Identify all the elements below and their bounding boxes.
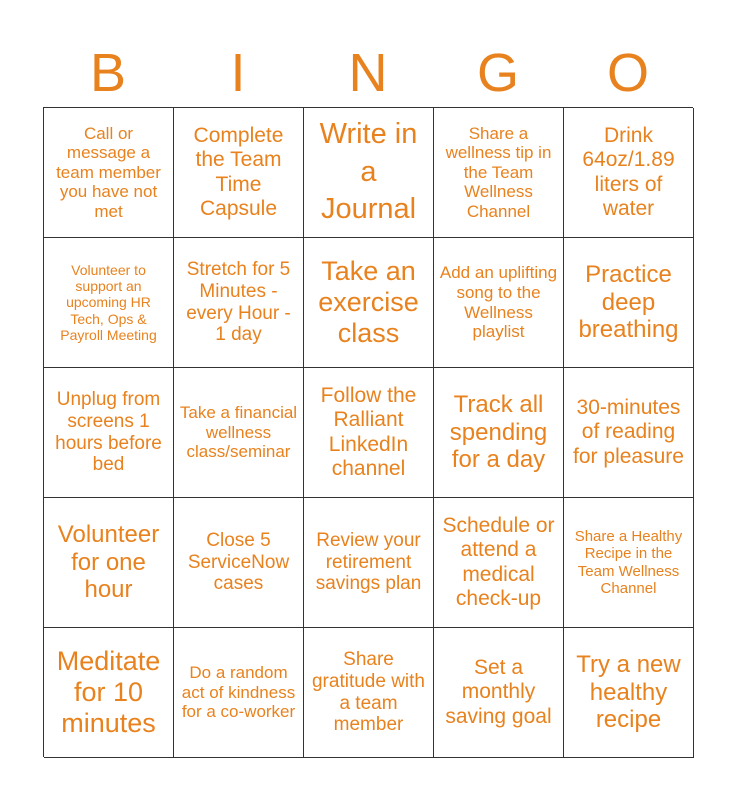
bingo-cell[interactable]: Share a Healthy Recipe in the Team Wellness Channel	[564, 498, 694, 628]
header-letter-o: O	[606, 43, 649, 103]
header-letter-g: G	[476, 43, 519, 103]
bingo-cell[interactable]: Track all spending for a day	[434, 368, 564, 498]
bingo-header	[43, 40, 693, 106]
bingo-cell[interactable]: Follow the Ralliant LinkedIn channel	[304, 368, 434, 498]
bingo-cell[interactable]: Try a new healthy recipe	[564, 628, 694, 758]
bingo-cell[interactable]: Call or message a team member you have not met	[44, 108, 174, 238]
bingo-cell[interactable]: Unplug from screens 1 hours before bed	[44, 368, 174, 498]
header-letter-b: B	[89, 43, 127, 103]
bingo-cell[interactable]: 30-minutes of reading for pleasure	[564, 368, 694, 498]
header-letter-i: I	[230, 43, 246, 103]
bingo-cell[interactable]: Write in a Journal	[304, 108, 434, 238]
bingo-cell[interactable]: Practice deep breathing	[564, 238, 694, 368]
bingo-cell[interactable]: Take an exercise class	[304, 238, 434, 368]
bingo-cell[interactable]: Review your retirement savings plan	[304, 498, 434, 628]
bingo-cell[interactable]: Add an uplifting song to the Wellness playlist	[434, 238, 564, 368]
bingo-cell[interactable]: Drink 64oz/1.89 liters of water	[564, 108, 694, 238]
bingo-cell[interactable]: Close 5 ServiceNow cases	[174, 498, 304, 628]
bingo-cell[interactable]: Schedule or attend a medical check-up	[434, 498, 564, 628]
bingo-cell[interactable]: Volunteer for one hour	[44, 498, 174, 628]
bingo-cell[interactable]: Share a wellness tip in the Team Wellness Channel	[434, 108, 564, 238]
bingo-cell[interactable]: Take a financial wellness class/seminar	[174, 368, 304, 498]
header-letter-n: N	[348, 43, 388, 103]
bingo-cell[interactable]: Set a monthly saving goal	[434, 628, 564, 758]
bingo-cell[interactable]: Stretch for 5 Minutes - every Hour - 1 day	[174, 238, 304, 368]
bingo-cell[interactable]: Volunteer to support an upcoming HR Tech, Ops & Payroll Meeting	[44, 238, 174, 368]
bingo-cell[interactable]: Do a random act of kindness for a co-worker	[174, 628, 304, 758]
bingo-board	[43, 107, 693, 757]
bingo-cell[interactable]: Complete the Team Time Capsule	[174, 108, 304, 238]
bingo-cell[interactable]: Share gratitude with a team member	[304, 628, 434, 758]
bingo-cell[interactable]: Meditate for 10 minutes	[44, 628, 174, 758]
